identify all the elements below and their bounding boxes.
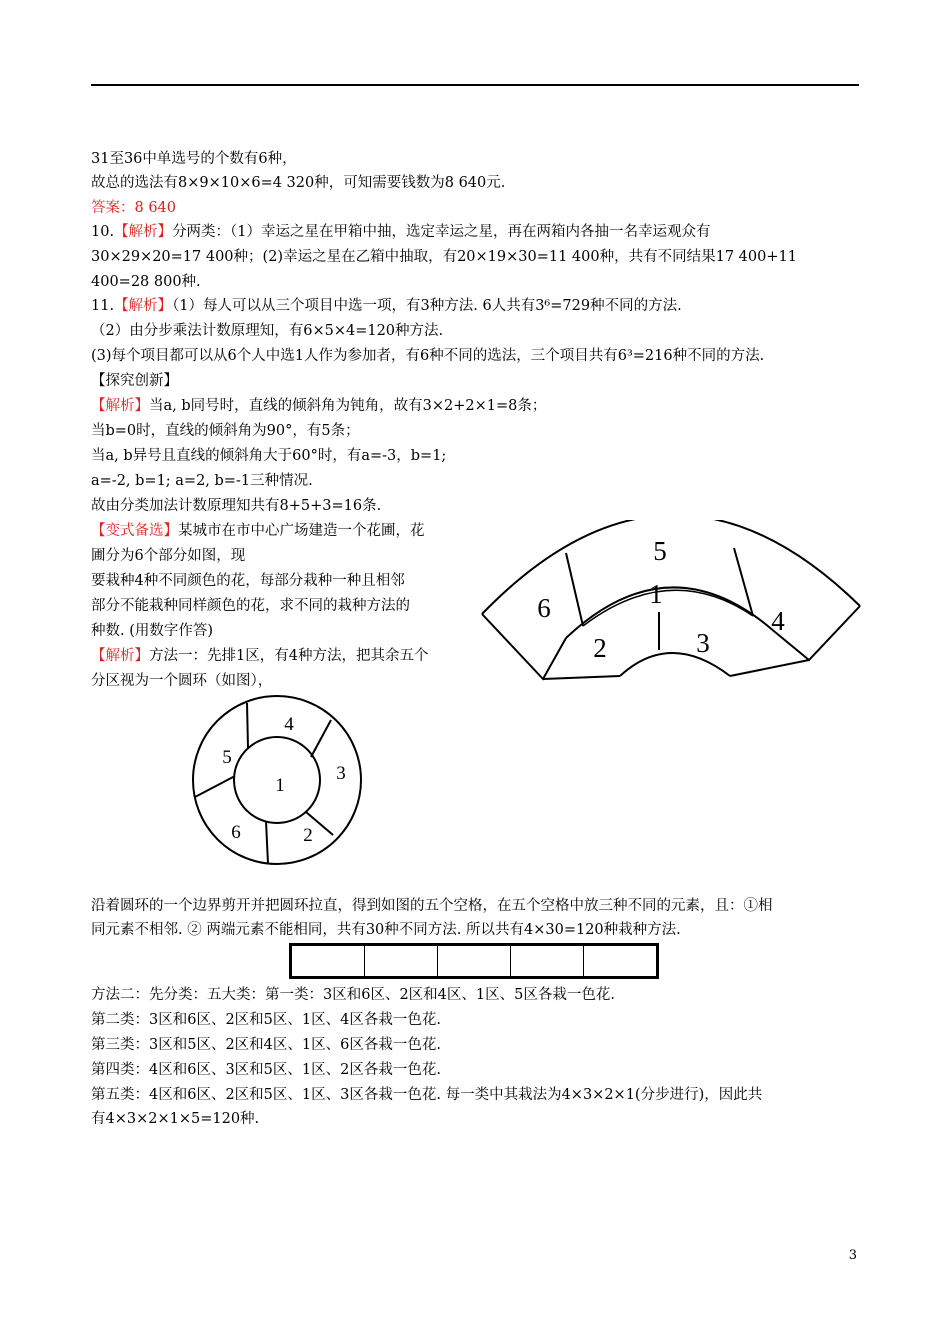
text-line: 同元素不相邻. ② 两端元素不能相同，共有30种不同方法. 所以共有4×30=120种栽种方法. [91,922,681,938]
fan-region-label: 2 [593,633,607,663]
text-line: 第二类：3区和6区、2区和5区、1区、4区各栽一色花. [91,1012,441,1028]
text-line: 30×29×20=17 400种；(2)幸运之星在乙箱中抽取，有20×19×30=11 400种，共有不同结果17 400+11 [91,249,797,265]
text-line: 沿着圆环的一个边界剪开并把圆环拉直，得到如图的五个空格，在五个空格中放三种不同的元素，且：①相 [91,898,773,914]
text-line: 有4×3×2×1×5=120种. [91,1111,260,1127]
analysis-tag: 【解析】 [91,398,149,414]
page-number: 3 [848,1248,857,1263]
text-line: 第四类：4区和6区、3区和5区、1区、2区各栽一色花. [91,1062,441,1078]
text-line: 第五类：4区和6区、2区和5区、1区、3区各栽一色花. 每一类中其栽法为4×3×2×1(分步进行)，因此共 [91,1087,763,1103]
method1-line: 【解析】方法一：先排1区，有4种方法，把其余五个 [91,648,429,664]
ring-region-label: 6 [231,822,241,843]
text-line: 要栽种4种不同颜色的花，每部分栽种一种且相邻 [91,573,405,589]
text-line: 当b=0时，直线的倾斜角为90°，有5条； [91,423,360,439]
fan-region-label: 3 [696,628,710,658]
variant-line: 【变式备选】某城市在市中心广场建造一个花圃，花 [91,523,425,539]
ring-region-label: 1 [275,775,285,796]
text-line: 故由分类加法计数原理知共有8+5+3=16条. [91,498,382,514]
five-cell-row [289,943,659,979]
variant-tag: 【变式备选】 [91,523,178,539]
empty-cell [365,946,438,976]
explore-analysis-line: 【解析】当a, b同号时，直线的倾斜角为钝角，故有3×2+2×1=8条； [91,398,547,414]
ring-region-label: 2 [303,825,313,846]
analysis-tag: 【解析】 [114,224,173,240]
text-line: 分区视为一个圆环（如图）， [91,673,273,689]
fan-region-label: 4 [771,606,785,636]
text-line: 第三类：3区和5区、2区和4区、1区、6区各栽一色花. [91,1037,441,1053]
fan-region-label: 1 [649,579,663,609]
empty-cell [511,946,584,976]
ring-region-label: 5 [222,747,232,768]
header-rule [91,84,859,86]
empty-cell [438,946,511,976]
ring-region-label: 3 [336,763,346,784]
text-line: 当a, b异号且直线的倾斜角大于60°时，有a=-3，b=1; [91,448,447,464]
section-heading: 【探究创新】 [91,373,178,389]
empty-cell [292,946,365,976]
fan-region-label: 6 [537,593,551,623]
analysis-tag: 【解析】 [91,648,149,664]
answer-line: 答案：8 640 [91,200,177,216]
text-line: （2）由分步乘法计数原理知，有6×5×4=120种方法. [91,323,444,339]
text-line: 400=28 800种. [91,274,201,290]
problem-11-line: 11.【解析】（1）每人可以从三个项目中选一项，有3种方法. 6人共有3⁶=729种不同的方法. [91,298,682,314]
problem-10-line: 10.【解析】分两类：（1）幸运之星在甲箱中抽，选定幸运之星，再在两箱内各抽一名幸运观众有 [91,224,711,240]
text-line: 部分不能栽种同样颜色的花，求不同的栽种方法的 [91,598,410,614]
text-line: 故总的选法有8×9×10×6=4 320种，可知需要钱数为8 640元. [91,175,506,191]
text-line: (3)每个项目都可以从6个人中选1人作为参加者，有6种不同的选法，三个项目共有6³=216种不同的方法. [91,348,765,364]
ring-region-label: 4 [284,714,294,735]
ring-figure [185,690,375,875]
empty-cell [584,946,656,976]
analysis-tag: 【解析】 [114,298,173,314]
text-line: 方法二：先分类：五大类：第一类：3区和6区、2区和4区、1区、5区各栽一色花. [91,987,615,1003]
flower-bed-fan-figure [475,520,865,710]
text-line: 种数. (用数字作答) [91,623,214,639]
fan-region-label: 5 [653,536,667,566]
text-line: 圃分为6个部分如图，现 [91,548,246,564]
text-line: a=-2, b=1; a=2, b=-1三种情况. [91,473,313,489]
text-line: 31至36中单选号的个数有6种， [91,151,297,167]
